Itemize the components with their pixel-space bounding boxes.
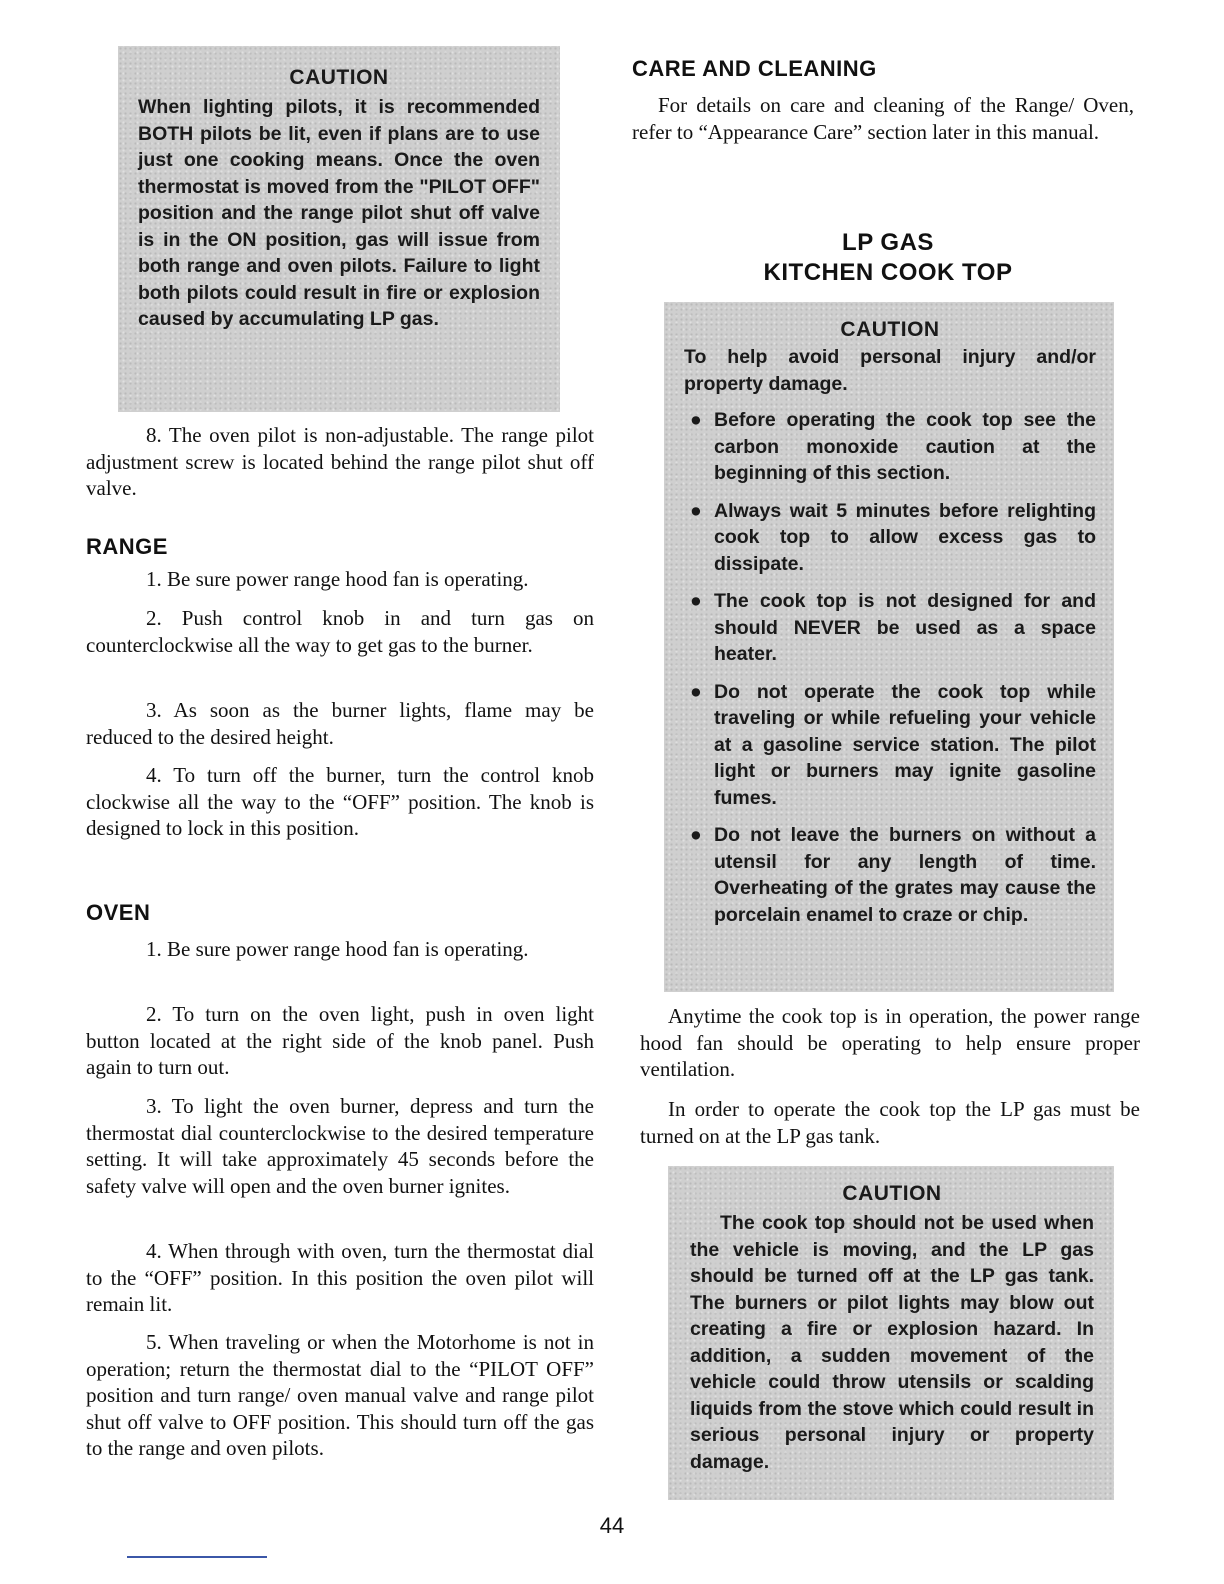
caution-title: CAUTION [289, 66, 389, 89]
bullet-icon: ● [690, 499, 702, 522]
bullet-icon: ● [690, 824, 702, 846]
care-cleaning-heading: CARE AND CLEANING [632, 56, 877, 81]
bullet-icon: ● [690, 590, 702, 612]
range-heading: RANGE [86, 534, 168, 559]
step-8-text: 8. The oven pilot is non-adjustable. The range pilot adjustment screw is located behind the range pilot shut off valve. [86, 423, 594, 500]
care-cleaning-text: For details on care and cleaning of the Range/ Oven, refer to “Appearance Care” section later in this manual. [632, 93, 1134, 144]
lp-gas-heading-line1: LP GAS [842, 229, 934, 256]
range-step-3: 3. As soon as the burner lights, flame may be reduced to the desired height. [86, 698, 594, 749]
caution-text: When lighting pilots, it is recommended BOTH pilots be lit, even if plans are to use just one cooking means. Once the oven thermostat is moved from the "PILOT OFF" position and the range pilot shut off valve is in the ON position, gas will issue from both range and oven pilots. Failure to light both pilots could result in fire or explosion caused by accumulating LP gas. [138, 96, 540, 330]
caution-box-pilots [118, 46, 560, 412]
oven-step-2: 2. To turn on the oven light, push in oven light button located at the right side of the knob panel. Push again to turn out. [86, 1002, 594, 1079]
caution-box-cook-top [664, 302, 1114, 992]
oven-step-5: 5. When traveling or when the Motorhome is not in operation; return the thermostat dial to the “PILOT OFF” position and turn range/ oven manual valve and range pilot shut off valve to OFF position. This should turn off the gas to the range and oven pilots. [86, 1330, 594, 1460]
range-step-4: 4. To turn off the burner, turn the control knob clockwise all the way to the “OFF” position. The knob is designed to lock in this position. [86, 763, 594, 840]
oven-step-3: 3. To light the oven burner, depress and turn the thermostat dial counterclockwise to the desired temperature setting. It will take approximately 45 seconds before the safety valve will open and the oven burner ignites. [86, 1094, 594, 1198]
oven-step-1: 1. Be sure power range hood fan is operating. [146, 937, 529, 961]
footer-rule [127, 1556, 267, 1558]
list-item: ● The cook top is not designed for and should NEVER be used as a space heater. [690, 590, 1096, 665]
bullet-icon: ● [690, 409, 702, 431]
caution-box-moving [668, 1166, 1114, 1500]
caution-intro: To help avoid personal injury and/or property damage. [684, 346, 1096, 395]
oven-heading: OVEN [86, 900, 151, 925]
list-item: ● Do not leave the burners on without a utensil for any length of time. Overheating of the grates may cause the porcelain enamel to craze or chip. [690, 824, 1096, 926]
lp-gas-heading-line2: KITCHEN COOK TOP [763, 259, 1013, 286]
list-item: ● Always wait 5 minutes before relighting cook top to allow excess gas to dissipate. [690, 499, 1096, 575]
lp-gas-heading [632, 228, 1144, 288]
caution-text: The cook top should not be used when the vehicle is moving, and the LP gas should be turned off at the LP gas tank. The burners or pilot lights may blow out creating a fire or explosion hazard. In addition, a sudden movement of the vehicle could throw utensils or scalding liquids from the stove which could result in serious personal injury or property damage. [690, 1212, 1094, 1473]
list-item: ● Before operating the cook top see the carbon monoxide caution at the beginning of this section. [690, 409, 1096, 484]
oven-step-4: 4. When through with oven, turn the thermostat dial to the “OFF” position. In this position the oven pilot will remain lit. [86, 1239, 594, 1316]
caution-bullets [684, 407, 1096, 928]
caution-title: CAUTION [840, 318, 940, 341]
range-step-1: 1. Be sure power range hood fan is operating. [146, 567, 529, 591]
list-item: ● Do not operate the cook top while traveling or while refueling your vehicle at a gasoline service station. The pilot light or burners may ignite gasoline fumes. [690, 680, 1096, 809]
bullet-icon: ● [690, 680, 702, 703]
page-number: 44 [599, 1513, 625, 1538]
ventilation-text: Anytime the cook top is in operation, the power range hood fan should be operating to help ensure proper ventilation. [640, 1004, 1140, 1081]
caution-title: CAUTION [842, 1182, 942, 1205]
lp-tank-text: In order to operate the cook top the LP gas must be turned on at the LP gas tank. [640, 1097, 1140, 1148]
range-step-2: 2. Push control knob in and turn gas on counterclockwise all the way to get gas to the burner. [86, 606, 594, 657]
